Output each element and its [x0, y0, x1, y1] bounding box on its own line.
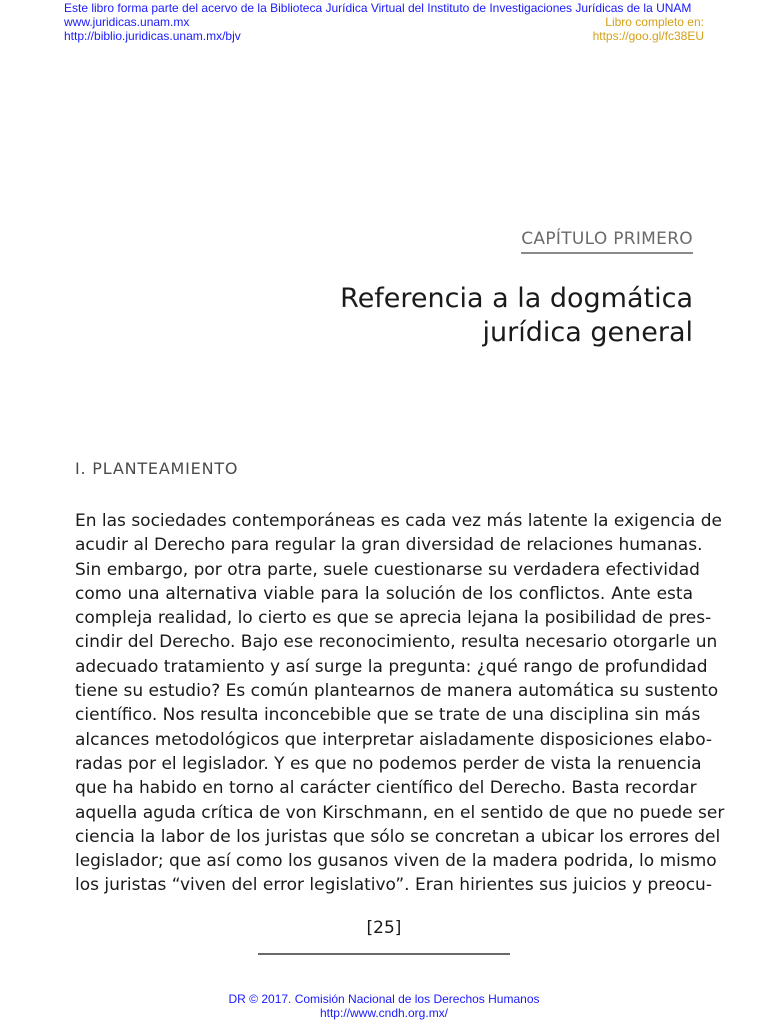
body-line: ciencia la labor de los juristas que sólo se concretan a ubicar los errores del — [75, 826, 721, 847]
body-line: que ha habido en torno al carácter científico del Derecho. Basta recordar — [75, 778, 697, 799]
body-line: científico. Nos resulta inconcebible que se trate de una disciplina sin más — [75, 705, 701, 726]
body-line: radas por el legislador. Y es que no podemos perder de vista la renuencia — [75, 753, 702, 774]
chapter-title-line: jurídica general — [482, 317, 693, 348]
header-link-juridicas[interactable]: www.juridicas.unam.mx — [64, 15, 190, 29]
chapter-title-line: Referencia a la dogmática — [340, 283, 693, 314]
header-library-notice: Este libro forma parte del acervo de la Biblioteca Jurídica Virtual del Instituto de Investigaciones Jurídicas de la UNAM — [64, 1, 692, 15]
chapter-label: CAPÍTULO PRIMERO — [521, 229, 693, 254]
page-number: [25] — [366, 918, 402, 938]
body-line: legislador; que así como los gusanos viven de la madera podrida, lo mismo — [75, 851, 717, 872]
body-line: aquella aguda crítica de von Kirschmann, en el sentido de que no puede ser — [75, 802, 725, 823]
section-heading: I. PLANTEAMIENTO — [75, 459, 239, 478]
body-line: tiene su estudio? Es común plantearnos de manera automática su sustento — [75, 681, 719, 702]
body-line: adecuado tratamiento y así surge la pregunta: ¿qué rango de profundidad — [75, 656, 708, 677]
header-full-book-label: Libro completo en: — [605, 15, 704, 29]
body-line: acudir al Derecho para regular la gran diversidad de relaciones humanas. — [75, 535, 703, 556]
chapter-title — [193, 282, 693, 350]
body-line: los juristas “viven del error legislativo”. Eran hirientes sus juicios y preocu- — [75, 875, 712, 896]
body-paragraph — [75, 509, 725, 898]
body-line: alcances metodológicos que interpretar aisladamente disposiciones elabo- — [75, 729, 713, 750]
body-line: compleja realidad, lo cierto es que se aprecia lejana la posibilidad de pres- — [75, 608, 712, 629]
page-divider — [258, 953, 510, 955]
body-line: como una alternativa viable para la solución de los conflictos. Ante esta — [75, 583, 693, 604]
footer-link-cndh[interactable]: http://www.cndh.org.mx/ — [319, 1006, 449, 1020]
header-full-book-link[interactable]: https://goo.gl/fc38EU — [592, 29, 704, 43]
body-line: cindir del Derecho. Bajo ese reconocimiento, resulta necesario otorgarle un — [75, 632, 718, 653]
body-line: Sin embargo, por otra parte, suele cuestionarse su verdadera efectividad — [75, 559, 700, 580]
header-link-bjv[interactable]: http://biblio.juridicas.unam.mx/bjv — [64, 29, 241, 43]
body-line: En las sociedades contemporáneas es cada vez más latente la exigencia de — [75, 511, 722, 531]
footer-copyright: DR © 2017. Comisión Nacional de los Derechos Humanos — [228, 992, 540, 1006]
